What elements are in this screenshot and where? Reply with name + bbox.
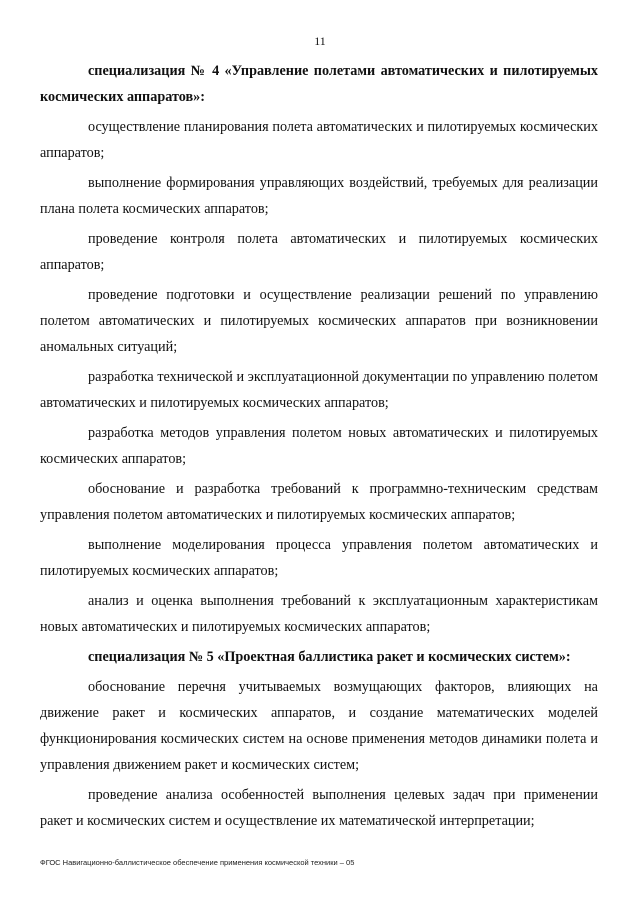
paragraph: осуществление планирования полета автоматических и пилотируемых космических аппаратов; (40, 119, 598, 161)
paragraph: выполнение формирования управляющих воздействий, требуемых для реализации плана полета космических аппаратов; (40, 175, 598, 217)
paragraph: разработка методов управления полетом новых автоматических и пилотируемых космических аппаратов; (40, 425, 598, 467)
paragraph: обоснование перечня учитываемых возмущающих факторов, влияющих на движение ракет и космических аппаратов, и создание математических моделей функционирования космических систем на основе применения методов динамики полета и управления движением ракет и космических систем; (40, 679, 598, 773)
paragraph: выполнение моделирования процесса управления полетом автоматических и пилотируемых космических аппаратов; (40, 537, 598, 579)
paragraph: проведение анализа особенностей выполнения целевых задач при применении ракет и космических систем и осуществление их математической интерпретации; (40, 787, 598, 829)
paragraph: разработка технической и эксплуатационной документации по управлению полетом автоматических и пилотируемых космических аппаратов; (40, 369, 598, 411)
document-footer: ФГОС Навигационно-баллистическое обеспечение применения космической техники – 05 (40, 858, 355, 867)
specialization-heading: специализация № 4 «Управление полетами автоматических и пилотируемых космических аппаратов»: (40, 63, 598, 105)
page-number: 11 (314, 34, 326, 48)
paragraph: проведение контроля полета автоматических и пилотируемых космических аппаратов; (40, 231, 598, 273)
page-body (40, 58, 598, 838)
paragraph: обоснование и разработка требований к программно-техническим средствам управления полетом автоматических и пилотируемых космических аппаратов; (40, 481, 598, 523)
paragraph: проведение подготовки и осуществление реализации решений по управлению полетом автоматических и пилотируемых космических аппаратов при возникновении аномальных ситуаций; (40, 287, 598, 355)
specialization-heading: специализация № 5 «Проектная баллистика ракет и космических систем»: (88, 649, 571, 665)
paragraph: анализ и оценка выполнения требований к эксплуатационным характеристикам новых автоматических и пилотируемых космических аппаратов; (40, 593, 598, 635)
